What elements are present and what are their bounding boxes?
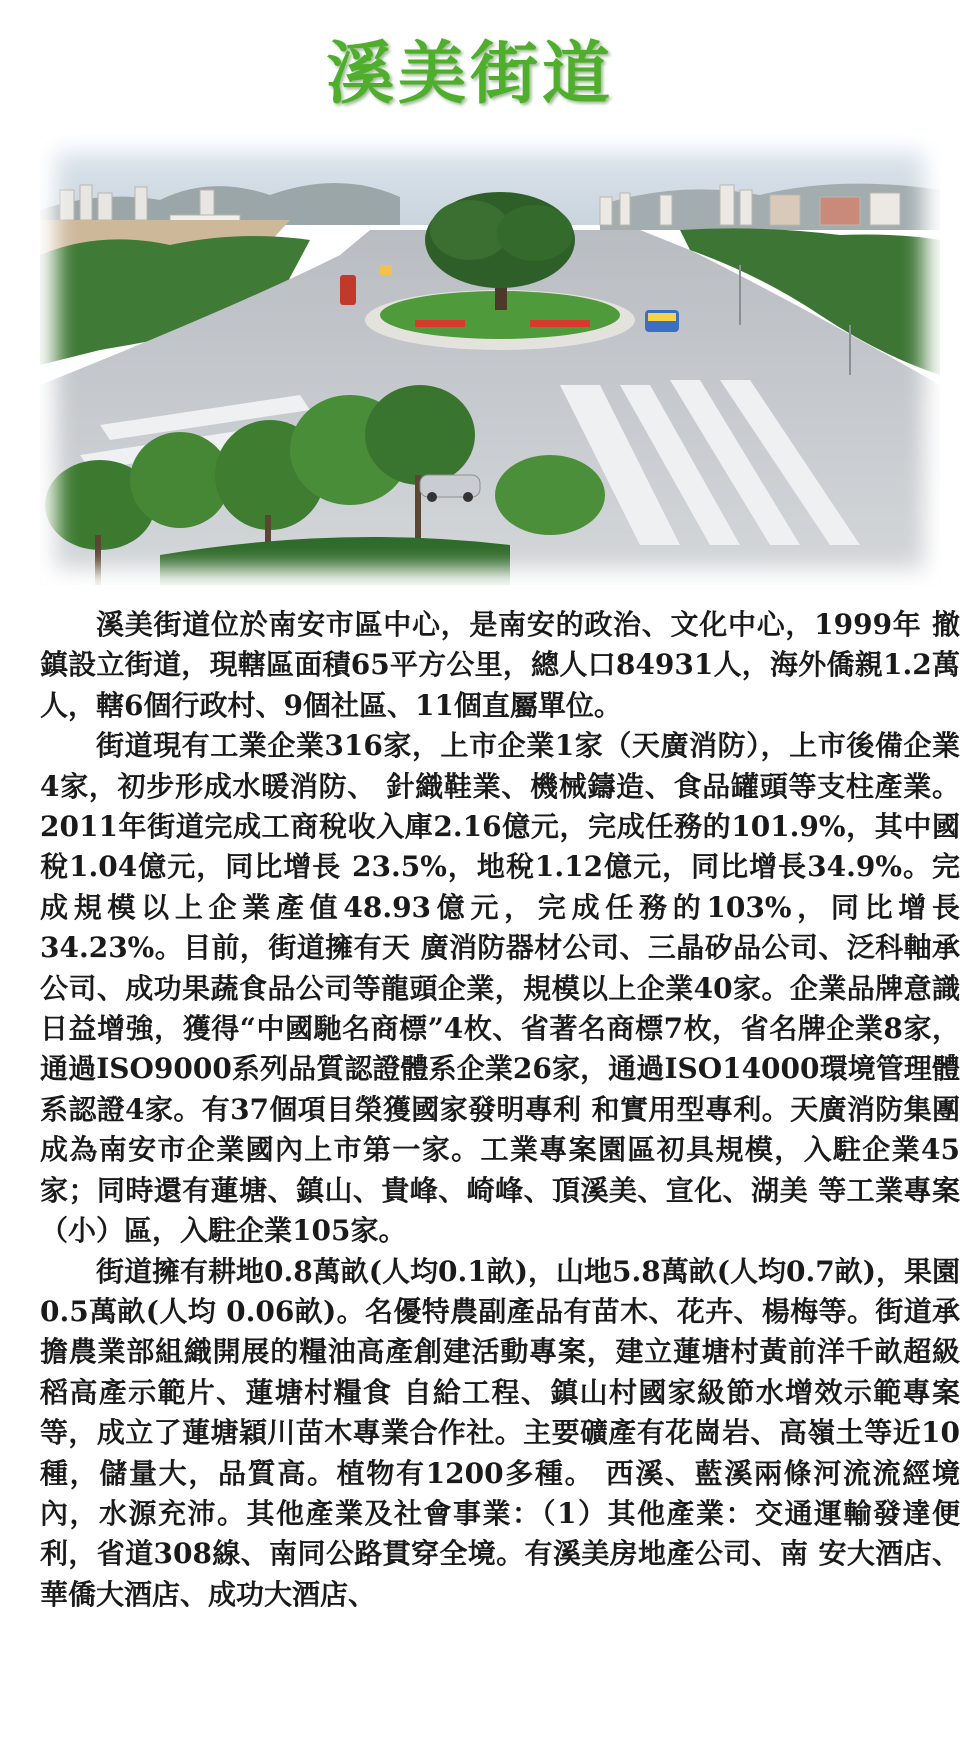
paragraph: 街道現有工業企業316家，上市企業1家（天廣消防），上市後備企業4家，初步形成水暖消防、 針織鞋業、機械鑄造、食品罐頭等支柱產業。2011年街道完成工商稅收入庫2.16億元，完成任務的101.9%，其中國稅1.04億元，同比增長 23.5%，地稅1.12億元，同比增長34.9%。完成規模以上企業產值48.93億元，完成任務的103%，同比增長34.23%。目前，街道擁有天 廣消防器材公司、三晶矽品公司、泛科軸承公司、成功果蔬食品公司等龍頭企業，規模以上企業40家。企業品牌意識日益增強，獲得“中國馳名商標”4枚、省著名商標7枚，省名牌企業8家，通過ISO9000系列品質認證體系企業26家，通過ISO14000環境管理體系認證4家。有37個項目榮獲國家發明專利 和實用型專利。天廣消防集團成為南安市企業國內上市第一家。工業專案園區初具規模，入駐企業45家；同時還有蓮塘、鎮山、貴峰、崎峰、頂溪美、宣化、湖美 等工業專案（小）區，入駐企業105家。: [40, 729, 960, 1248]
paragraph: 街道擁有耕地0.8萬畝(人均0.1畝)，山地5.8萬畝(人均0.7畝)，果園0.5萬畝(人均 0.06畝)。名優特農副產品有苗木、花卉、楊梅等。街道承擔農業部組織開展的糧油高產創建活動專案，建立蓮塘村黃前洋千畝超級稻高產示範片、蓮塘村糧食 自給工程、鎮山村國家級節水增效示範專案等，成立了蓮塘穎川苗木專業合作社。主要礦產有花崗岩、高嶺土等近10種，儲量大，品質高。植物有1200多種。 西溪、藍溪兩條河流流經境內，水源充沛。其他產業及社會事業：（1）其他產業：交通運輸發達便利，省道308線、南同公路貫穿全境。有溪美房地產公司、南 安大酒店、華僑大酒店、成功大酒店、: [40, 1254, 960, 1611]
street-photo: [40, 135, 940, 585]
article-body: [40, 605, 960, 1615]
paragraph: 溪美街道位於南安市區中心，是南安的政治、文化中心，1999年 撤鎮設立街道，現轄區面積65平方公里，總人口84931人，海外僑親1.2萬人，轄6個行政村、9個社區、11個直屬單位。: [40, 608, 960, 722]
page-title: 溪美街道: [325, 35, 614, 114]
